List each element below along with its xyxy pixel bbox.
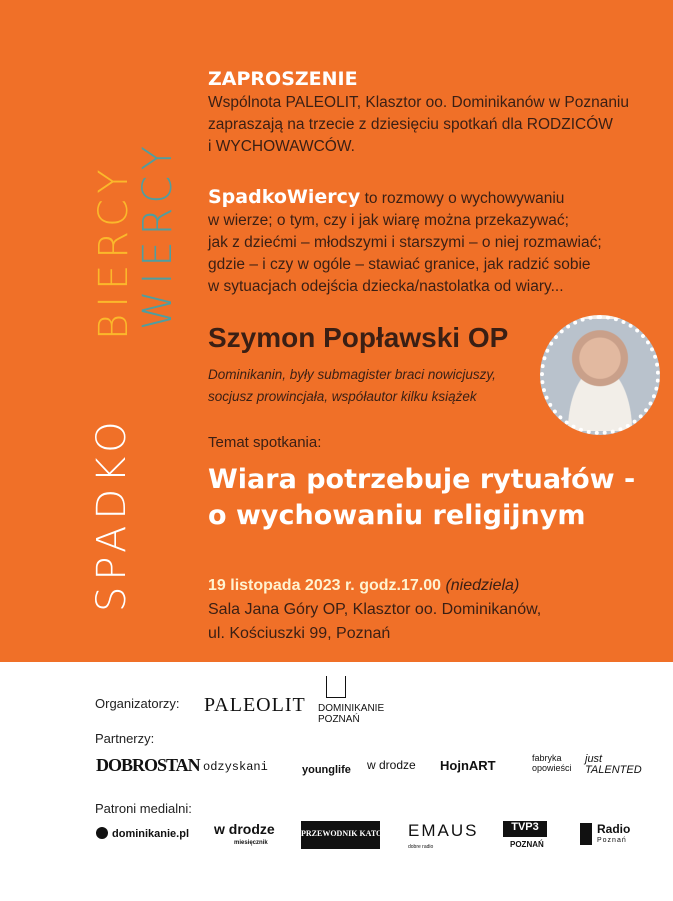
text-line: socjusz prowincjała, współautor kilku książek [208,389,477,404]
speaker-photo [540,315,660,435]
text-line: Dominikanin, były submagister braci nowicjuszy, [208,367,496,382]
text-line: gdzie – i czy w ogóle – stawiać granice, jak radzić sobie [208,256,591,273]
text-line: to rozmowy o wychowywaniu [360,190,565,207]
emaus-logo: EMAUS dobre radio [408,821,479,850]
organizers-label: Organizatorzy: [95,696,180,711]
dominikanie-poznan-logo: DOMINIKANIE POZNAŃ [318,703,385,725]
partners-label: Partnerzy: [95,731,155,746]
tvp3-logo: TVP3 [503,821,547,837]
text-line: i WYCHOWAWCÓW. [208,138,355,155]
speaker-bio [208,364,496,408]
church-icon [326,676,346,698]
topic-label: Temat spotkania: [208,434,322,451]
event-address: ul. Kościuszki 99, Poznań [208,625,391,642]
invitation-heading: ZAPROSZENIE [208,68,358,90]
event-datetime: 19 listopada 2023 r. godz.17.00 [208,577,441,594]
media-label: Patroni medialni: [95,801,192,816]
text-line: w wierze; o tym, czy i jak wiarę można przekazywać; [208,212,569,229]
hojnart-logo: HojnART [440,758,496,773]
text-line: jak z dziećmi – młodszymi i starszymi – o niej rozmawiać; [208,234,602,251]
about-text [208,186,602,298]
tvp3-poznan-label: POZNAŃ [510,840,544,849]
text-line: w sytuacjach odejścia dziecka/nastolatka od wiary... [208,278,564,295]
series-logo-wiercy: WIERCY [135,139,181,330]
odzyskani-logo: odzyskani [203,760,268,774]
event-place: Sala Jana Góry OP, Klasztor oo. Dominikanów, [208,601,542,618]
text-line: o wychowaniu religijnym [208,500,586,531]
dominikanie-icon [96,827,108,839]
text-line: Wiara potrzebuje rytuałów - [208,464,636,495]
paleolit-logo: PALEOLIT [204,694,306,716]
wdrodze-media-logo: w drodze miesięcznik [214,821,275,846]
series-logo-biercy: BIERCY [91,163,137,340]
radio-poznan-icon [580,823,592,845]
event-details [208,574,541,646]
younglife-logo: younglife [302,764,351,776]
wdrodze-logo: w drodze [367,758,416,772]
dobrostan-logo: DOBROSTAN [96,755,200,775]
topic-title [208,462,635,534]
dominikanie-pl-logo: dominikanie.pl [96,827,189,840]
text-line: zapraszają na trzecie z dziesięciu spotkań dla RODZICÓW [208,116,613,133]
speaker-name: Szymon Popławski OP [208,322,509,353]
brand-name: SpadkoWiercy [208,186,361,208]
event-day: (niedziela) [445,577,520,594]
invitation-text [208,92,629,158]
fabryka-opowiesci-logo: fabryka opowieści [532,753,572,773]
series-logo-spadko: SPADKO [89,415,135,612]
radio-poznan-logo: Radio Poznań [597,822,631,844]
przewodnik-katolicki-logo: PRZEWODNIK KATOLICKI [301,821,380,849]
text-line: Wspólnota PALEOLIT, Klasztor oo. Dominikanów w Poznaniu [208,94,629,111]
just-talented-logo: just TALENTED [585,753,642,776]
